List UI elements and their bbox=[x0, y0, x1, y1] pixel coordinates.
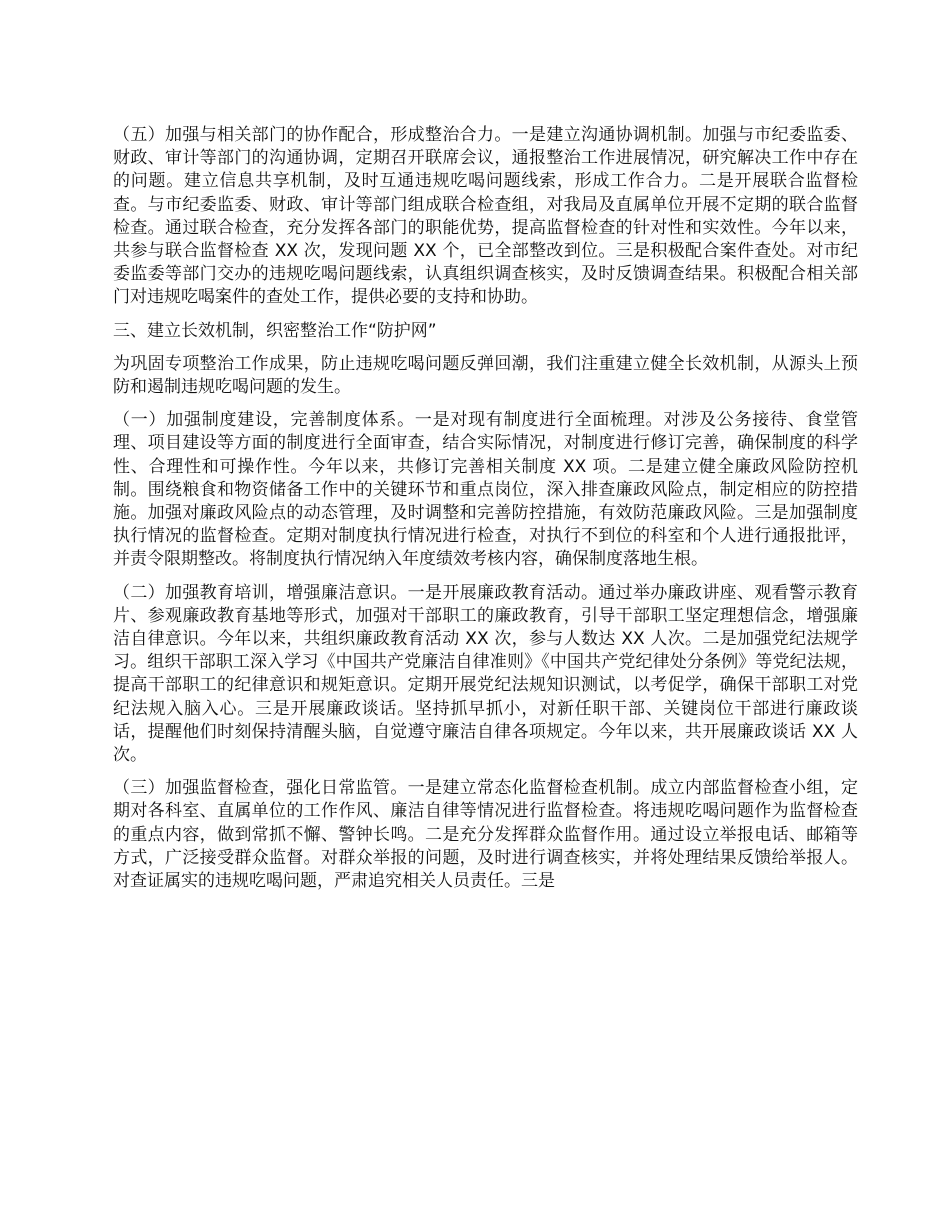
paragraph-institution-building: （一）加强制度建设，完善制度体系。一是对现有制度进行全面梳理。对涉及公务接待、食堂管理、项目建设等方面的制度进行全面审查，结合实际情况，对制度进行修订完善，确保制度的科学性、合理性和可操作性。今年以来，共修订完善相关制度 XX 项。二是建立健全廉政风险防控机制。围绕粮食和物资储备工作中的关键环节和重点岗位，深入排查廉政风险点，制定相应的防控措施。加强对廉政风险点的动态管理，及时调整和完善防控措施，有效防范廉政风险。三是加强制度执行情况的监督检查。定期对制度执行情况进行检查，对执行不到位的科室和个人进行通报批评，并责令限期整改。将制度执行情况纳入年度绩效考核内容，确保制度落地生根。 bbox=[113, 410, 858, 570]
document-page bbox=[113, 124, 858, 903]
paragraph-coordination: （五）加强与相关部门的协作配合，形成整治合力。一是建立沟通协调机制。加强与市纪委监委、财政、审计等部门的沟通协调，定期召开联席会议，通报整治工作进展情况，研究解决工作中存在的问题。建立信息共享机制，及时互通违规吃喝问题线索，形成工作合力。二是开展联合监督检查。与市纪委监委、财政、审计等部门组成联合检查组，对我局及直属单位开展不定期的联合监督检查。通过联合检查，充分发挥各部门的职能优势，提高监督检查的针对性和实效性。今年以来，共参与联合监督检查 XX 次，发现问题 XX 个，已全部整改到位。三是积极配合案件查处。对市纪委监委等部门交办的违规吃喝问题线索，认真组织调查核实，及时反馈调查结果。积极配合相关部门对违规吃喝案件的查处工作，提供必要的支持和协助。 bbox=[113, 125, 858, 308]
section-heading-long-term-mechanism: 三、建立长效机制，织密整治工作“防护网” bbox=[113, 320, 437, 341]
paragraph-intro: 为巩固专项整治工作成果，防止违规吃喝问题反弹回潮，我们注重建立健全长效机制，从源头上预防和遏制违规吃喝问题的发生。 bbox=[113, 353, 858, 398]
paragraph-education-training: （二）加强教育培训，增强廉洁意识。一是开展廉政教育活动。通过举办廉政讲座、观看警示教育片、参观廉政教育基地等形式，加强对干部职工的廉政教育，引导干部职工坚定理想信念，增强廉洁自律意识。今年以来，共组织廉政教育活动 XX 次，参与人数达 XX 人次。二是加强党纪法规学习。组织干部职工深入学习《中国共产党廉洁自律准则》《中国共产党纪律处分条例》等党纪法规，提高干部职工的纪律意识和规矩意识。定期开展党纪法规知识测试，以考促学，确保干部职工对党纪法规入脑入心。三是开展廉政谈话。坚持抓早抓小，对新任职干部、关键岗位干部进行廉政谈话，提醒他们时刻保持清醒头脑，自觉遵守廉洁自律各项规定。今年以来，共开展廉政谈话 XX 人次。 bbox=[113, 582, 858, 766]
paragraph-supervision: （三）加强监督检查，强化日常监管。一是建立常态化监督检查机制。成立内部监督检查小组，定期对各科室、直属单位的工作作风、廉洁自律等情况进行监督检查。将违规吃喝问题作为监督检查的重点内容，做到常抓不懈、警钟长鸣。二是充分发挥群众监督作用。通过设立举报电话、邮箱等方式，广泛接受群众监督。对群众举报的问题，及时进行调查核实，并将处理结果反馈给举报人。对查证属实的违规吃喝问题，严肃追究相关人员责任。三是 bbox=[113, 778, 858, 892]
